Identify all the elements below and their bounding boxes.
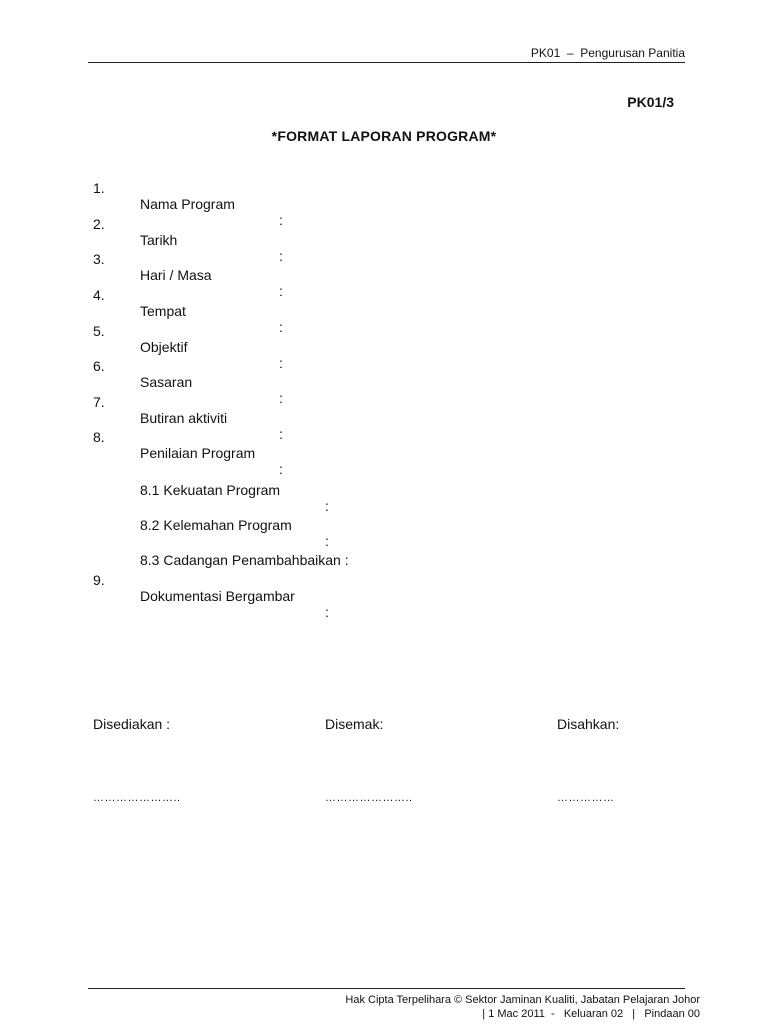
footer-copyright: Hak Cipta Terpelihara © Sektor Jaminan Kualiti, Jabatan Pelajaran Johor: [345, 994, 700, 1006]
item-label: 8.1 Kekuatan Program: [140, 482, 281, 498]
item-number: 6.: [93, 358, 105, 374]
item-label: Tempat: [140, 303, 186, 319]
item-label: Objektif: [140, 339, 188, 355]
approved-signature-line: ……………: [557, 792, 615, 804]
document-title: *FORMAT LAPORAN PROGRAM*: [271, 128, 497, 144]
item-label: Hari / Masa: [140, 267, 212, 283]
item-colon: :: [279, 248, 283, 264]
checked-signature-line: …………………..: [325, 792, 413, 804]
item-label: 8.3 Cadangan Penambahbaikan :: [140, 552, 349, 568]
approved-by-label: Disahkan:: [557, 716, 620, 732]
prepared-signature-line: …………………..: [93, 792, 181, 804]
prepared-by-label: Disediakan :: [93, 716, 171, 732]
item-number: 8.: [93, 429, 105, 445]
item-colon: :: [325, 604, 329, 620]
page-header: [88, 46, 685, 63]
item-label: Sasaran: [140, 374, 193, 390]
item-colon: :: [279, 426, 283, 442]
item-colon: :: [325, 498, 329, 514]
page-footer-rule: [88, 988, 685, 989]
item-label: Nama Program: [140, 196, 235, 212]
item-label: Tarikh: [140, 232, 178, 248]
item-number: 7.: [93, 394, 105, 410]
item-colon: :: [279, 461, 283, 477]
item-number: 5.: [93, 323, 105, 339]
item-colon: :: [279, 283, 283, 299]
item-label: Dokumentasi Bergambar: [140, 588, 295, 604]
item-colon: :: [279, 355, 283, 371]
item-number: 1.: [93, 180, 105, 196]
item-number: 2.: [93, 216, 105, 232]
item-colon: :: [279, 212, 283, 228]
item-colon: :: [279, 390, 283, 406]
item-label: 8.2 Kelemahan Program: [140, 517, 292, 533]
header-text: PK01 – Pengurusan Panitia: [530, 46, 685, 60]
item-number: 4.: [93, 287, 105, 303]
item-number: 3.: [93, 251, 105, 267]
item-number: 9.: [93, 572, 105, 588]
form-code: PK01/3: [627, 94, 674, 110]
checked-by-label: Disemak:: [325, 716, 384, 732]
item-label: Butiran aktiviti: [140, 410, 228, 426]
item-colon: :: [279, 319, 283, 335]
footer-revision: | 1 Mac 2011 - Keluaran 02 | Pindaan 00: [482, 1008, 700, 1020]
item-label: Penilaian Program: [140, 445, 256, 461]
item-colon: :: [325, 533, 329, 549]
